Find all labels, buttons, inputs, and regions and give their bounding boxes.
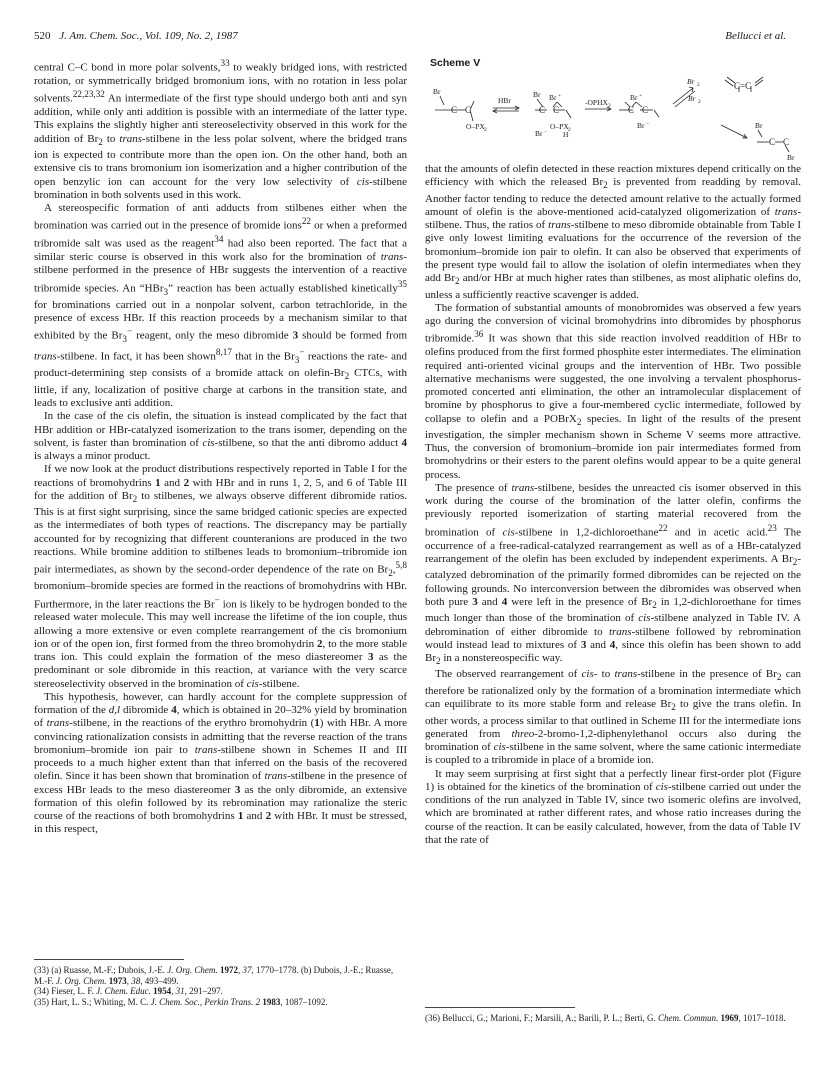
scheme-label: Br xyxy=(687,77,695,86)
scheme-label: + xyxy=(639,93,643,99)
scheme-label: + xyxy=(558,93,562,99)
running-header-left xyxy=(34,30,238,42)
body-paragraph: It may seem surprising at first sight that a perfectly linear first-order plot (Figure 1) is obtained for the kinetics of the bromination of cis-stilbene carried out under the conditions of the run analyzed in Table IV, since two isomeric olefins are involved, which are brominated at rather different rates, and whose ratio increases during the course of the reaction. It can be easily calculated, however, from the data of Table IV that the rate of xyxy=(425,767,802,846)
scheme-label: O–PX xyxy=(466,122,485,131)
right-column xyxy=(425,163,801,847)
body-paragraph: central C–C bond in more polar solvents,$^{33}$ to weakly bridged ions, with restricted rotation, or symmetrically bridged bromonium ions, with no rotation in less polar solvents.$^{22,23,32}$ An intermediate of the first type should undergo both anti and syn addition, while only anti addition is possible with an intermediate of the latter type. This explains the slightly higher anti stereoselectivity observed in this work for the addition of $Br_2$ to trans-stilbene in the less polar solvent, where the bridged trans ion is expected to contribute more than the open ion. On the other hand, both an extensive cis to trans bromonium ion isomerization and a higher contribution of the open benzylic ion can account for the very low selectivity of cis-stilbene bromination in both solvents used in this work. xyxy=(34,58,407,201)
svg-text:C: C xyxy=(783,137,790,147)
footnotes-left xyxy=(34,965,407,1007)
scheme-label: C=C xyxy=(734,81,752,91)
body-paragraph: In the case of the cis olefin, the situation is instead complicated by the fact that HBr addition or HBr-catalyzed isomerization to the trans isomer, depending on the solvent, is faster than bromination of cis-stilbene, so that the anti dibromo adduct 4 is always a minor product. xyxy=(34,410,407,463)
body-paragraph: A stereospecific formation of anti adducts from stilbenes either when the bromination was carried out in the presence of bromide ions$^{22}$ or when a preformed tribromide salt was used as the reagent$^{34}$ had also been reported. The fact that a similar steric course is observed in this work also for the bromination of trans-stilbene performed in the presence of HBr suggests the intervention of a reactive tribromide species. An “HBr$_3$” reaction has been actually established kinetically$^{35}$ for brominations carried out in a nonpolar solvent, carbon tetrachloride, in the presence of excess HBr. If this reaction proceeds by a mechanism similar to that exhibited by the $Br_3^-$ reagent, only the meso dibromide 3 should be formed from trans-stilbene. In fact, it has been shown$^{8,17}$ that in the $Br_3^-$ reactions the rate- and product-determining step consists of a bromide attack on olefin-$Br_2$ CTCs, with little, if any, localization of positive charge at carbons in the transition state, and leads to exclusive anti addition. xyxy=(34,202,408,410)
scheme-label: − xyxy=(544,129,548,135)
scheme-label: 2 xyxy=(698,99,701,105)
scheme-label: Br xyxy=(549,93,557,102)
scheme-title: Scheme V xyxy=(430,57,481,69)
svg-text:C: C xyxy=(451,105,458,115)
scheme-label: O–PX xyxy=(550,122,569,131)
scheme-label: Br xyxy=(533,90,541,99)
scheme-v-diagram xyxy=(425,70,801,162)
footnote-rule-left xyxy=(34,959,184,960)
footnote: (35) Hart, L. S.; Whiting, M. C. J. Chem. Soc., Perkin Trans. 2 1983, 1087–1092. xyxy=(34,996,328,1007)
scheme-label: 2 xyxy=(568,127,571,133)
footnote: (34) Fieser, L. F. J. Chem. Educ. 1954, 31, 291–297. xyxy=(34,986,223,996)
scheme-label: HBr xyxy=(498,96,511,105)
body-paragraph: This hypothesis, however, can hardly account for the complete suppression of formation of the d,l dibromide 4, which is obtained in 20–32% yield by bromination of trans-stilbene, in the reactions of the erythro bromohydrin (1) with HBr. A more convincing rationalization consists in admitting that the reverse reaction of the trans bromonium–bromide ion pair to trans-stilbene shown in Schemes II and III proceeds to a much higher extent than that inferred on the basis of the recovered olefin. Since it has been shown that bromination of trans-stilbene in the presence of excess HBr leads to the meso diastereomer 3 as the only dibromide, an extensive formation of this olefin followed by its rebromination may rationalize the steric course of the reactions of both bromohydrins 1 and 2 with HBr. It must be stressed, in this respect, xyxy=(34,690,408,836)
svg-text:C: C xyxy=(642,105,649,115)
left-column xyxy=(34,57,407,837)
svg-text:C: C xyxy=(553,105,560,115)
scheme-label: 2 xyxy=(697,82,700,88)
scheme-label: Br xyxy=(535,129,543,138)
scheme-label: Br xyxy=(637,121,645,130)
scheme-label: Br xyxy=(787,153,795,162)
scheme-label: 2 xyxy=(608,103,611,109)
body-paragraph: The formation of substantial amounts of monobromides was observed a few years ago during the conversion of vicinal bromohydrins into dibromides by phosphorus tribromide.$^{36}$ It was shown that this side reaction involved readdition of HBr to olefins produced from the first formed phosphite ester intermediates. The elimination required anti-oriented vicinal groups and the intervention of HBr. Two possible alternative mechanisms were suggested, the one involving a tervalent phosphorus-promoted concerted anti elimination, the other an intramolecular displacement of bromine by phosphorus to give a four-membered cyclic intermediate, followed by collapse to olefin and a POBrX$_2$ species. In light of the results of the present investigation, the simpler mechanism shown in Scheme V seems more attractive. Thus, the conversion of bromonium–bromide ion pair intermediates formed from bromohydrins or their esters to the parent olefins would appear to be a quite general process. xyxy=(425,301,801,481)
footnotes-right xyxy=(425,1013,801,1024)
svg-text:C: C xyxy=(769,137,776,147)
footnote-rule-right xyxy=(425,1007,575,1008)
scheme-label: Br xyxy=(755,121,763,130)
journal-citation: J. Am. Chem. Soc., Vol. 109, No. 2, 1987 xyxy=(59,30,238,42)
scheme-label: Br xyxy=(630,93,638,102)
scheme-label: Br xyxy=(688,94,696,103)
scheme-label: Br xyxy=(433,87,441,96)
svg-text:C: C xyxy=(628,105,635,115)
running-header-authors: Bellucci et al. xyxy=(725,30,786,42)
svg-text:C: C xyxy=(539,105,546,115)
body-paragraph: If we now look at the product distributions respectively reported in Table I for the reactions of bromohydrins 1 and 2 with HBr and in runs 1, 2, 5, and 6 of Table III for the addition of $Br_2$ to stilbenes, we always observe different dibromide ratios. This is at first sight surprising, since the same bridged cationic species are expected as the intermediates of both types of reactions. The discrepancy may be partially accounted for by recognizing that different counteranions are produced in the two reactions. While bromine addition to stilbenes leads to bromonium–tribromide ion pair intermediates, as shown by the second-order dependence of the rate on $Br_2,^{5,8}$ bromonium–bromide species are formed in the reactions of bromohydrins with HBr. Furthermore, in the later reactions the Br− ion is likely to be hydrogen bonded to the released water molecule. This may well increase the lifetime of the ion couple, thus allowing a more extensive or even complete rearrangement of the cis bromonium ion or of the open ion, first formed from the threo bromohydrin 2, to the more stable trans ion. This could explain the formation of the meso diastereomer 3 as the predominant or sole dibromide in this reaction, at variance with the very scarce stereoselectivity observed in the bromination of cis-stilbene. xyxy=(34,463,407,690)
scheme-label: H xyxy=(563,130,569,139)
scheme-label: − xyxy=(646,121,650,127)
footnote: (36) Bellucci, G.; Marioni, F.; Marsili, A.; Barili, P. L.; Berti, G. Chem. Commun. 1969, 1017–1018. xyxy=(425,1013,786,1023)
body-paragraph: that the amounts of olefin detected in these reaction mixtures depend critically on the efficiency with which the released $Br_2$ is prevented from readding by removal. Another factor tending to reduce the detected amount relative to the actually formed amount of olefin is the above-mentioned acid-catalyzed oligomerization of trans-stilbene. Thus, the ratios of trans-stilbene to meso dibromide obtainable from Table I give only lowest limiting evaluations for the occurrence of the reversion of the bromonium–bromide ion pair to olefin. It can also be observed that experiments of the present type would fail to allow the isolation of olefin intermediates when they add $Br_2$ and/or HBr at much higher rates than stilbenes, as most aliphatic olefins do, unless a sufficiently reactive scavenger is added. xyxy=(425,163,801,301)
page-number: 520 xyxy=(34,30,51,42)
body-paragraph: The presence of trans-stilbene, besides the unreacted cis isomer observed in this work during the course of the bromination of the latter olefin, confirms the previously reported isomerization of starting material recovered from the bromination of cis-stilbene in 1,2-dichloroethane$^{22}$ and in acetic acid.$^{23}$ The occurrence of a free-radical-catalyzed rearrangement as well as of a HBr-catalyzed rearrangement of the olefin has been excluded by independent experiments. A $Br_2$-catalyzed debromination of the primarily formed dibromides can be rejected on the following grounds. No interconversion between the dibromides was observed when both pure 3 and 4 were left in the presence of $Br_2$ in 1,2-dichloroethane for times much longer than those of the bromination of cis-stilbene analyzed in Table IV. A debromination of either dibromide to trans-stilbene followed by rebromination would instead lead to mixtures of 3 and 4, since this olefin has been shown to add $Br_2$ in a nonstereospecific way. xyxy=(425,481,802,667)
footnote: (33) (a) Ruasse, M.-F.; Dubois, J.-E. J. Org. Chem. 1972, 37, 1770–1778. (b) Dubois, J.-E.; Ruasse, M.-F. J. Org. Chem. 1973, 38, 493–499. xyxy=(34,965,394,986)
body-paragraph: The observed rearrangement of cis- to trans-stilbene in the presence of $Br_2$ can therefore be rationalized only by the formation of a bromination intermediate which can equilibrate to its more stable form and release $Br_2$ to give the trans olefin. In other words, a process similar to that outlined in Scheme III for the intermediate ions generated from threo-2-bromo-1,2-diphenylethanol occurs also during the bromination of cis-stilbene in the same solvent, where the same cationic intermediate is coupled to a tribromide in place of a bromide ion. xyxy=(425,668,801,767)
scheme-label: -OPHX xyxy=(585,98,608,107)
scheme-label: 2 xyxy=(484,127,487,133)
svg-text:C: C xyxy=(465,105,472,115)
